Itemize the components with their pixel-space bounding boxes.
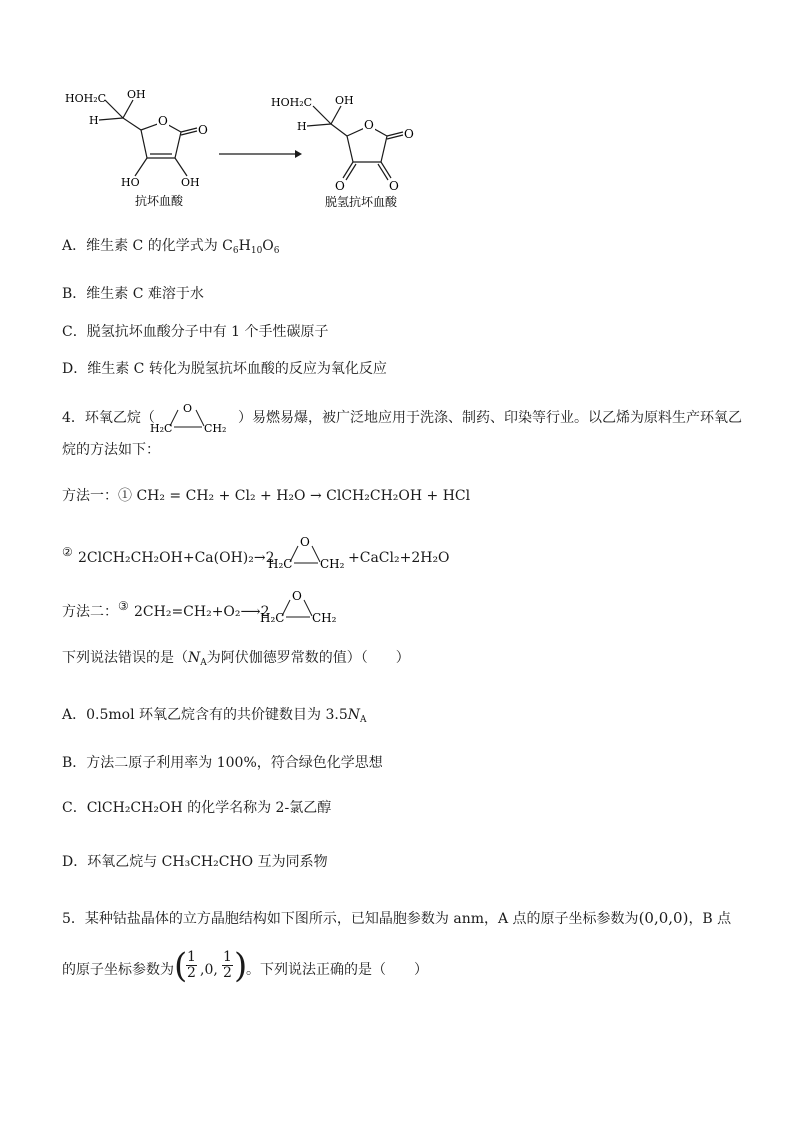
right-h-label: H xyxy=(297,120,307,133)
right-hoh2c-label: HOH₂C xyxy=(271,96,313,109)
q4-option-d: D．环氧乙烷与 CH₃CH₂CHO 互为同系物 xyxy=(62,854,328,870)
q3-option-d: D．维生素 C 转化为脱氢抗坏血酸的反应为氧化反应 xyxy=(62,361,387,377)
left-caption: 抗坏血酸 xyxy=(135,194,184,208)
q3-option-c: C．脱氢抗坏血酸分子中有 1 个手性碳原子 xyxy=(62,324,329,340)
reaction-figure xyxy=(55,80,435,215)
right-keto-o-right-label: O xyxy=(389,179,399,193)
svg-text:O: O xyxy=(183,402,193,415)
step3-epoxide-structure xyxy=(260,586,350,626)
epoxide-structure xyxy=(144,400,234,436)
svg-text:O: O xyxy=(300,535,310,549)
right-ring-o-label: O xyxy=(364,118,374,132)
left-ho-label: HO xyxy=(121,176,140,189)
svg-text:H₂C: H₂C xyxy=(150,422,173,435)
left-oh-top-label: OH xyxy=(127,88,146,101)
right-carbonyl-o-label: O xyxy=(404,127,414,141)
q4-intro-line2: 烷的方法如下： xyxy=(62,442,160,458)
reaction-arrow-icon xyxy=(219,150,302,158)
right-keto-o-left-label: O xyxy=(335,179,345,193)
step2-epoxide-structure xyxy=(268,532,358,572)
q5-line1: 5．某种钴盐晶体的立方晶胞结构如下图所示，已知晶胞参数为 anm，A 点的原子坐标参数为(0,0,0)，B 点 xyxy=(62,909,732,927)
svg-text:CH₂: CH₂ xyxy=(312,611,337,625)
svg-text:CH₂: CH₂ xyxy=(320,557,345,571)
svg-text:O: O xyxy=(292,589,302,603)
q4-option-c: C．ClCH₂CH₂OH 的化学名称为 2-氯乙醇 xyxy=(62,800,332,816)
left-h-label: H xyxy=(89,114,99,127)
left-carbonyl-o-label: O xyxy=(198,123,208,137)
frac-half-1: $\frac{1}{2}$ xyxy=(187,949,196,981)
q3-option-b: B．维生素 C 难溶于水 xyxy=(62,286,204,302)
q4-option-b: B．方法二原子利用率为 100%，符合绿色化学思想 xyxy=(62,755,383,771)
svg-text:H₂C: H₂C xyxy=(260,611,285,625)
svg-text:CH₂: CH₂ xyxy=(204,422,227,435)
left-hoh2c-label: HOH₂C xyxy=(65,92,107,105)
q4-stem: 下列说法错误的是（$N_A$为阿伏伽德罗常数的值）（ ） xyxy=(62,650,410,668)
right-caption: 脱氢抗坏血酸 xyxy=(325,195,398,209)
left-oh-label: OH xyxy=(181,176,200,189)
right-oh-top-label: OH xyxy=(335,94,354,107)
left-ring-o-label: O xyxy=(158,114,168,128)
q4-method1: 方法一：① CH₂ = CH₂ + Cl₂ + H₂O → ClCH₂CH₂OH + HCl xyxy=(62,488,471,504)
ascorbic-acid-structure xyxy=(99,100,197,176)
svg-text:H₂C: H₂C xyxy=(268,557,293,571)
q4-option-a: A．0.5mol 环氧乙烷含有的共价键数目为 $3.5N_A$ xyxy=(62,707,367,725)
dehydroascorbic-acid-structure xyxy=(307,106,403,180)
frac-half-2: $\frac{1}{2}$ xyxy=(223,949,232,981)
q3-option-a: A．维生素 C 的化学式为 $C_6H_{10}O_6$ xyxy=(62,238,280,256)
